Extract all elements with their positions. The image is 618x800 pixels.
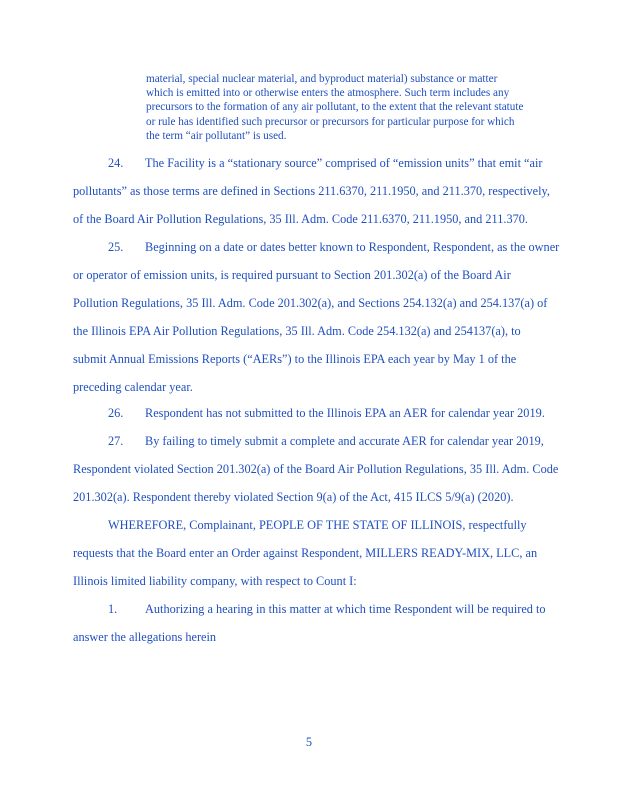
paragraph-line: Illinois limited liability company, with respect to Count I: [73, 574, 357, 588]
relief-item-1 [108, 602, 546, 617]
quote-line: or rule has identified such precursor or precursors for particular purpose for which [146, 115, 515, 128]
paragraph-number: 27. [108, 434, 124, 448]
quote-line: precursors to the formation of any air pollutant, to the extent that the relevant statute [146, 101, 524, 114]
paragraph-text: Beginning on a date or dates better known to Respondent, Respondent, as the owner [145, 240, 560, 254]
paragraph-number: 26. [108, 406, 124, 420]
quote-line: material, special nuclear material, and byproduct material) substance or matter [146, 73, 498, 85]
quote-line: the term “air pollutant” is used. [146, 129, 287, 142]
paragraph-24-first-line [108, 156, 542, 171]
paragraph-26 [108, 406, 545, 421]
paragraph-27-first-line [108, 434, 544, 449]
paragraph-line: submit Annual Emissions Reports (“AERs”) to the Illinois EPA each year by May 1 of the [73, 352, 517, 366]
paragraph-line: 201.302(a). Respondent thereby violated Section 9(a) of the Act, 415 ILCS 5/9(a) (2020). [73, 490, 514, 504]
paragraph-line: pollutants” as those terms are defined in Sections 211.6370, 211.1950, and 211.370, respectively, [73, 184, 550, 198]
paragraph-line: Pollution Regulations, 35 Ill. Adm. Code 201.302(a), and Sections 254.132(a) and 254.137(a) of [73, 296, 548, 310]
wherefore-clause: WHEREFORE, Complainant, PEOPLE OF THE STATE OF ILLINOIS, respectfully [108, 518, 527, 532]
paragraph-number: 24. [108, 156, 124, 170]
paragraph-line: Respondent violated Section 201.302(a) of the Board Air Pollution Regulations, 35 Ill. Adm. Code [73, 462, 559, 476]
item-text: Authorizing a hearing in this matter at which time Respondent will be required to [145, 602, 546, 616]
paragraph-line: preceding calendar year. [73, 380, 193, 394]
page-number: 5 [305, 735, 313, 749]
quote-line: which is emitted into or otherwise enters the atmosphere. Such term includes any [146, 87, 510, 100]
paragraph-number: 25. [108, 240, 124, 254]
paragraph-25-first-line [108, 240, 559, 255]
block-quote [146, 72, 606, 143]
paragraph-line: answer the allegations herein [73, 630, 217, 644]
item-number: 1. [108, 602, 118, 616]
paragraph-text: By failing to timely submit a complete and accurate AER for calendar year 2019, [145, 434, 544, 448]
paragraph-text: Respondent has not submitted to the Illinois EPA an AER for calendar year 2019. [145, 406, 545, 420]
paragraph-line: the Illinois EPA Air Pollution Regulations, 35 Ill. Adm. Code 254.132(a) and 254137(a), to [73, 324, 521, 338]
paragraph-text: The Facility is a “stationary source” comprised of “emission units” that emit “air [145, 156, 543, 170]
paragraph-line: requests that the Board enter an Order against Respondent, MILLERS READY-MIX, LLC, an [73, 546, 538, 560]
paragraph-line: of the Board Air Pollution Regulations, 35 Ill. Adm. Code 211.6370, 211.1950, and 211.370. [73, 212, 528, 226]
paragraph-line: or operator of emission units, is required pursuant to Section 201.302(a) of the Board Air [73, 268, 511, 282]
